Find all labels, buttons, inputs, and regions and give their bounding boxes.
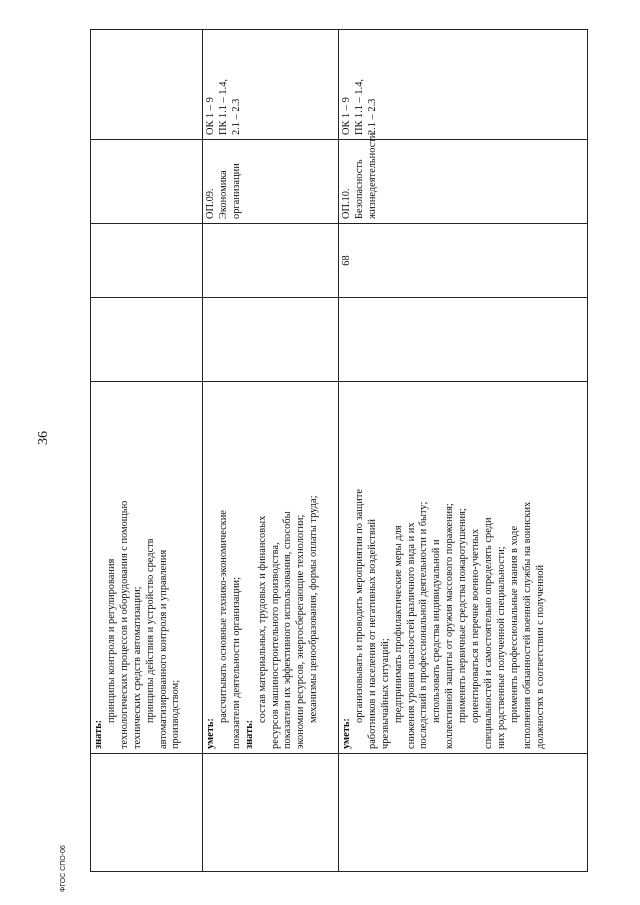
requirement-line: коллективной защиты от оружия массового поражения; <box>444 503 456 749</box>
section-keyword: уметь: <box>341 718 352 749</box>
requirement-line: технических средств автоматизации; <box>131 586 143 749</box>
discipline-cell: ОП.09. Экономика организации <box>203 140 339 224</box>
requirement-line: технологических процессов и оборудования с помощью <box>118 500 130 749</box>
discipline-cell: ОП.10. Безопасность жизнедеятельности <box>339 140 588 224</box>
competency-code: ОК 1 – 9 <box>341 97 352 135</box>
table-row <box>339 30 588 872</box>
requirement-line: ресурсов машиностроительного производства, <box>269 542 281 749</box>
requirement-line: показатели деятельности организации; <box>230 577 242 749</box>
requirement-line: использовать средства индивидуальной и <box>431 539 443 723</box>
requirement-line: последствий в профессиональной деятельности и быту; <box>418 501 430 749</box>
requirement-line: применять профессиональные знания в ходе <box>508 525 520 723</box>
requirement-line: ориентироваться в перечне военно-учетных <box>470 528 482 723</box>
requirement-line: рассчитывать основные технико-экономические <box>217 510 229 723</box>
competency-code: 2.1 – 2.3 <box>230 98 242 135</box>
requirement-line: механизмы ценообразования, формы оплаты труда; <box>308 495 320 723</box>
requirement-line: снижения уровня опасностей различного вида и их <box>405 522 417 749</box>
requirements-cell <box>91 382 203 754</box>
requirement-line: состав материальных, трудовых и финансовых <box>256 515 268 723</box>
table-row <box>91 30 203 872</box>
discipline-cell <box>91 140 203 224</box>
requirement-line: показатели их эффективного использования, способы <box>282 511 294 749</box>
requirement-line: должностях в соответствии с полученной <box>534 564 546 749</box>
index-cell <box>203 754 339 872</box>
competency-code: ОК 1 – 9 <box>205 97 216 135</box>
requirement-line: них родственные полученной специальности; <box>495 546 507 749</box>
curriculum-table <box>90 29 588 872</box>
index-cell <box>91 754 203 872</box>
requirement-line: работников и населения от негативных воздействий <box>366 519 378 749</box>
section-keyword: знать: <box>93 719 104 749</box>
requirement-line: исполнения обязанностей военной службы на воинских <box>521 501 533 749</box>
competencies-cell <box>203 30 339 140</box>
requirement-line: организовывать и проводить мероприятия по защите <box>353 488 365 723</box>
footer-label: ФГОС СПО-06 <box>60 845 67 892</box>
hours-cell <box>203 224 339 298</box>
requirement-line: производством; <box>170 679 182 749</box>
requirement-line: специальностей и самостоятельно определять среди <box>482 517 494 749</box>
requirement-line: предпринимать профилактические меры для <box>392 525 404 723</box>
table-row <box>203 30 339 872</box>
page-number: 36 <box>36 431 51 445</box>
requirements-cell <box>203 382 339 754</box>
competency-code: 2.1 – 2.3 <box>366 98 378 135</box>
hours-max-cell <box>91 298 203 382</box>
requirements-cell <box>339 382 588 754</box>
requirement-line: автоматизированного контроля и управления <box>157 549 169 749</box>
requirement-line: экономии ресурсов, энергосберегающие технологии; <box>295 514 307 749</box>
requirement-line: чрезвычайных ситуаций; <box>379 638 391 749</box>
competency-code: ПК 1.1 – 1.4, <box>353 79 365 135</box>
hours-max-cell <box>339 298 588 382</box>
index-cell <box>339 754 588 872</box>
requirement-line: применять первичные средства пожаротушения; <box>457 508 469 723</box>
competencies-cell <box>339 30 588 140</box>
hours-max-cell <box>203 298 339 382</box>
requirement-line: принципы действия и устройство средств <box>144 538 156 723</box>
hours-cell: 68 <box>339 224 588 298</box>
competency-code: ПК 1.1 – 1.4, <box>217 79 229 135</box>
curriculum-table-rotated <box>90 30 578 872</box>
section-keyword: уметь: <box>205 718 216 749</box>
requirement-line: принципы контроля и регулирования <box>105 558 117 723</box>
competencies-cell <box>91 30 203 140</box>
hours-cell <box>91 224 203 298</box>
section-keyword: знать: <box>243 719 255 749</box>
